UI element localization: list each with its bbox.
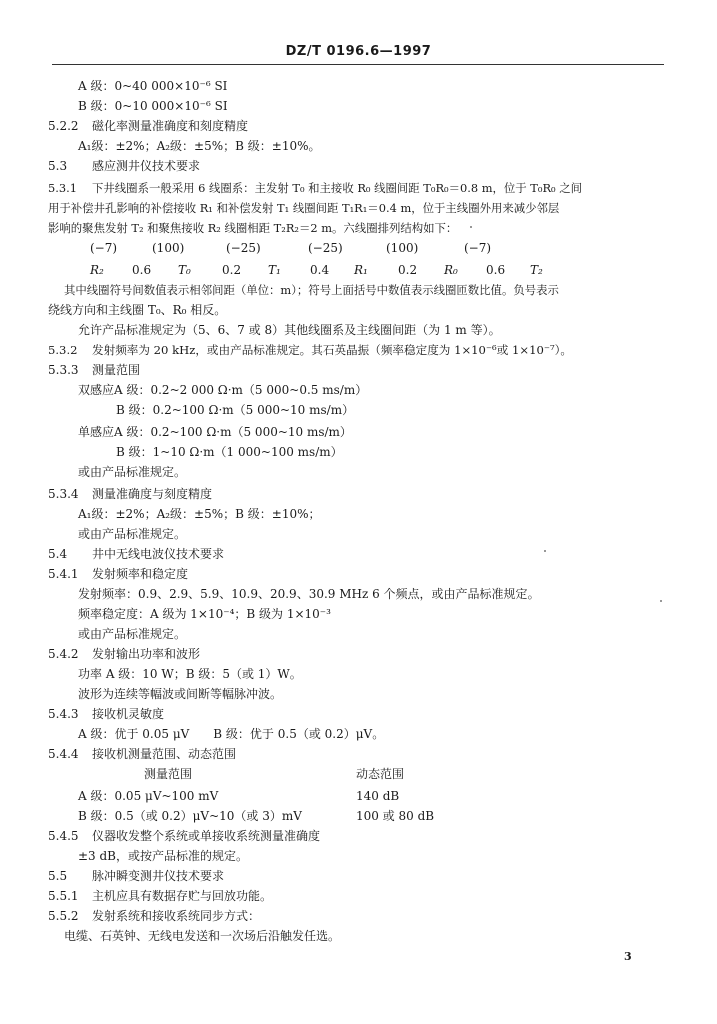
section-title: 发射系统和接收系统同步方式：: [92, 909, 261, 923]
text-line: 波形为连续等幅波或间断等幅脉冲波。: [78, 687, 283, 701]
section-heading: [48, 486, 212, 502]
section-title: 发射频率为 20 kHz，或由产品标准规定。其石英晶振（频率稳定度为 1×10⁻⁶或 1×10⁻⁷）。: [92, 343, 572, 357]
text-line: A₁级：±2%；A₂级：±5%；B 级：±10%；: [78, 507, 321, 521]
section-title: 脉冲瞬变测井仪技术要求: [92, 869, 225, 883]
section-title: 发射频率和稳定度: [92, 567, 189, 581]
text-line: 双感应A 级：0.2~2 000 Ω·m（5 000~0.5 ms/m）: [78, 383, 368, 397]
text-line: 其中线圈符号间数值表示相邻间距（单位：m）；符号上面括号中数值表示线圈匝数比值。负号表示: [64, 283, 559, 297]
section-heading: [48, 706, 164, 722]
table-cell-dynamic: 100 或 80 dB: [356, 809, 435, 823]
section-heading: [48, 646, 200, 662]
section-heading: [48, 180, 582, 196]
section-number: 5.5.2: [48, 909, 79, 923]
text-line: 频率稳定度：A 级为 1×10⁻⁴；B 级为 1×10⁻³: [78, 607, 331, 621]
text-line: B 级：0~10 000×10⁻⁶ SI: [78, 99, 228, 113]
page-number: 3: [624, 950, 632, 963]
coil-symbol: R₁: [354, 263, 368, 277]
section-title: 仪器收发整个系统或单接收系统测量准确度: [92, 829, 321, 843]
text-line: A₁级：±2%；A₂级：±5%；B 级：±10%。: [78, 139, 321, 153]
coil-spacing: 0.4: [310, 263, 330, 277]
text-line: 用于补偿井孔影响的补偿接收 R₁ 和补偿发射 T₁ 线圈间距 T₁R₁＝0.4 m，位于主线圈外用来减少邻层: [48, 201, 560, 215]
section-title: 井中无线电波仪技术要求: [92, 547, 225, 561]
text-line: 发射频率：0.9、2.9、5.9、10.9、20.9、30.9 MHz 6 个频点，或由产品标准规定。: [78, 587, 540, 601]
section-number: 5.4: [48, 547, 68, 561]
section-heading: [48, 566, 188, 582]
coil-symbol: R₀: [444, 263, 458, 277]
page-header: DZ/T 0196.6—1997: [285, 44, 432, 59]
coil-spacing: 0.6: [132, 263, 152, 277]
text-line: 电缆、石英钟、无线电发送和一次场后沿触发任选。: [64, 929, 341, 943]
table-cell-dynamic: 140 dB: [356, 789, 400, 803]
text-line: 允许产品标准规定为（5、6、7 或 8）其他线圈系及主线圈间距（为 1 m 等）。: [78, 323, 501, 337]
section-heading: [48, 118, 248, 134]
section-heading: [48, 342, 572, 358]
section-title: 测量准确度与刻度精度: [92, 487, 213, 501]
section-heading: [48, 868, 224, 884]
section-heading: [48, 158, 200, 174]
section-heading: [48, 362, 140, 378]
section-number: 5.5: [48, 869, 68, 883]
text-line: 或由产品标准规定。: [78, 627, 187, 641]
section-title: 接收机测量范围、动态范围: [92, 747, 237, 761]
table-header-range: 测量范围: [144, 767, 193, 781]
text-line: 功率 A 级：10 W；B 级：5（或 1）W。: [78, 667, 302, 681]
text-line: B 级：1~10 Ω·m（1 000~100 ms/m）: [116, 445, 343, 459]
section-heading: [48, 888, 272, 904]
section-number: 5.4.1: [48, 567, 79, 581]
scan-speck: [544, 550, 546, 552]
text-line: ±3 dB，或按产品标准的规定。: [78, 849, 249, 863]
section-heading: [48, 746, 236, 762]
coil-ratio: (100): [386, 241, 419, 255]
coil-symbol: T₁: [268, 263, 281, 277]
section-number: 5.3.4: [48, 487, 79, 501]
header-rule: [52, 64, 664, 65]
section-heading: [48, 546, 224, 562]
coil-spacing: 0.2: [222, 263, 242, 277]
coil-spacing: 0.2: [398, 263, 418, 277]
text-line: 或由产品标准规定。: [78, 527, 187, 541]
section-number: 5.4.4: [48, 747, 79, 761]
coil-ratio: (100): [152, 241, 185, 255]
text-line: B 级：0.2~100 Ω·m（5 000~10 ms/m）: [116, 403, 355, 417]
coil-spacing: 0.6: [486, 263, 506, 277]
section-number: 5.3.3: [48, 363, 79, 377]
text-line: A 级：0~40 000×10⁻⁶ SI: [78, 79, 228, 93]
section-title: 主机应具有数据存贮与回放功能。: [92, 889, 273, 903]
coil-ratio: (−7): [90, 241, 118, 255]
section-number: 5.4.2: [48, 647, 79, 661]
text-line: A 级：优于 0.05 μV B 级：优于 0.5（或 0.2）μV。: [78, 727, 385, 741]
coil-symbol: T₀: [178, 263, 191, 277]
coil-symbol: R₂: [90, 263, 104, 277]
section-number: 5.5.1: [48, 889, 79, 903]
section-heading: [48, 828, 320, 844]
section-title: 发射输出功率和波形: [92, 647, 201, 661]
table-cell-range: B 级：0.5（或 0.2）μV~10（或 3）mV: [78, 809, 302, 823]
coil-ratio: (−25): [308, 241, 343, 255]
section-title: 测量范围: [92, 363, 141, 377]
table-header-dynamic: 动态范围: [356, 767, 405, 781]
text-line: 绕线方向和主线圈 T₀、R₀ 相反。: [48, 303, 227, 317]
section-heading: [48, 908, 260, 924]
section-number: 5.3.1: [48, 181, 77, 195]
section-number: 5.4.5: [48, 829, 79, 843]
section-title: 下井线圈系一般采用 6 线圈系：主发射 T₀ 和主接收 R₀ 线圈间距 T₀R₀＝0.8 m，位于 T₀R₀ 之间: [92, 181, 583, 195]
text-line: 或由产品标准规定。: [78, 465, 187, 479]
section-number: 5.3: [48, 159, 68, 173]
coil-ratio: (−7): [464, 241, 492, 255]
section-number: 5.2.2: [48, 119, 79, 133]
section-title: 接收机灵敏度: [92, 707, 165, 721]
scan-speck: [660, 600, 662, 602]
table-cell-range: A 级：0.05 μV~100 mV: [78, 789, 219, 803]
coil-arrangement-row: [0, 262, 717, 278]
scan-speck: [470, 226, 472, 228]
coil-ratio-row: [0, 240, 717, 256]
section-number: 5.4.3: [48, 707, 79, 721]
section-title: 感应测井仪技术要求: [92, 159, 201, 173]
text-line: 影响的聚焦发射 T₂ 和聚焦接收 R₂ 线圈相距 T₂R₂＝2 m。六线圈排列结构如下：: [48, 221, 458, 235]
section-title: 磁化率测量准确度和刻度精度: [92, 119, 249, 133]
coil-ratio: (−25): [226, 241, 261, 255]
coil-symbol: T₂: [530, 263, 543, 277]
section-number: 5.3.2: [48, 343, 78, 357]
text-line: 单感应A 级：0.2~100 Ω·m（5 000~10 ms/m）: [78, 425, 352, 439]
